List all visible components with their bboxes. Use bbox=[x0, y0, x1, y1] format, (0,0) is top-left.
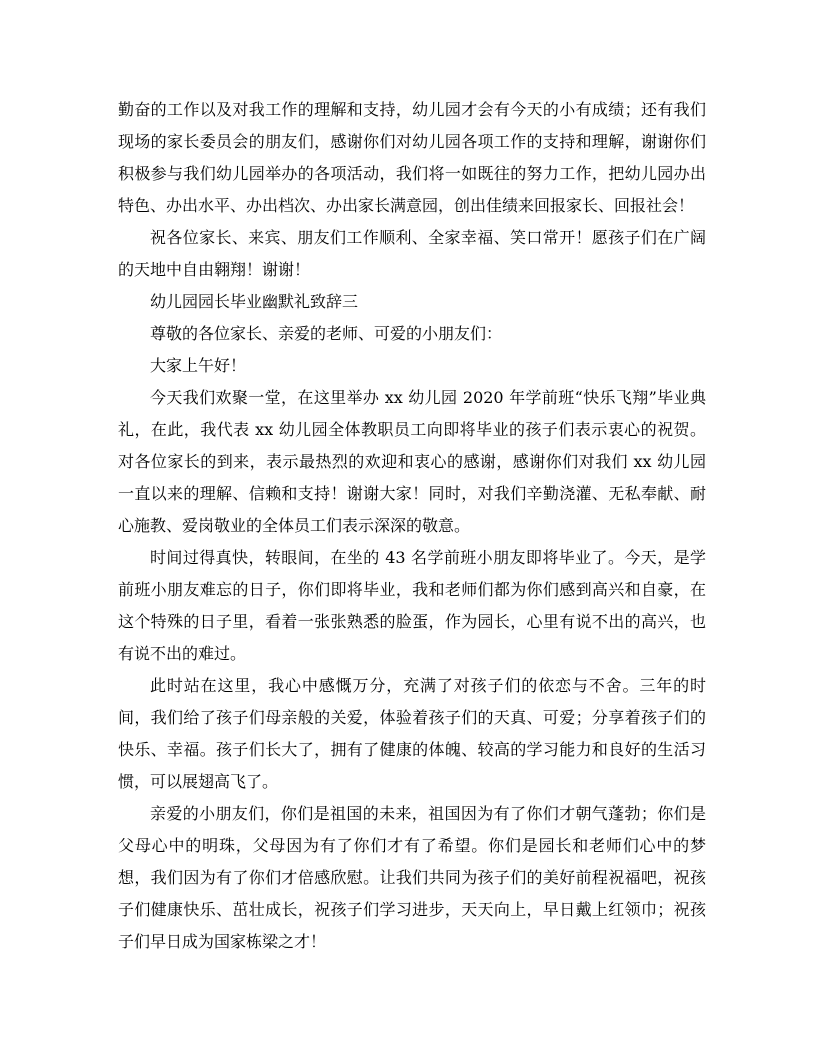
paragraph: 此时站在这里，我心中感慨万分，充满了对孩子们的依恋与不舍。三年的时间，我们给了孩子们母亲般的关爱，体验着孩子们的天真、可爱；分享着孩子们的快乐、幸福。孩子们长大了，拥有了健康的体魄、较高的学习能力和良好的生活习惯，可以展翅高飞了。 bbox=[118, 676, 706, 791]
greeting: 大家上午好！ bbox=[150, 356, 247, 375]
paragraph: 时间过得真快，转眼间，在坐的 43 名学前班小朋友即将毕业了。今天，是学前班小朋友难忘的日子，你们即将毕业，我和老师们都为你们感到高兴和自豪，在这个特殊的日子里，看着一张张熟悉的脸蛋，作为园长，心里有说不出的高兴，也有说不出的难过。 bbox=[118, 548, 706, 663]
paragraph: 今天我们欢聚一堂，在这里举办 xx 幼儿园 2020 年学前班“快乐飞翔”毕业典礼，在此，我代表 xx 幼儿园全体教职员工向即将毕业的孩子们表示衷心的祝贺。对各位家长的到来，表示最热烈的欢迎和衷心的感谢，感谢你们对我们 xx 幼儿园一直以来的理解、信赖和支持！谢谢大家！同时，对我们辛勤浇灌、无私奉献、耐心施教、爱岗敬业的全体员工们表示深深的敬意。 bbox=[118, 388, 706, 535]
paragraph: 祝各位家长、来宾、朋友们工作顺利、全家幸福、笑口常开！愿孩子们在广阔的天地中自由翱翔！谢谢！ bbox=[118, 228, 706, 279]
paragraph: 亲爱的小朋友们，你们是祖国的未来，祖国因为有了你们才朝气蓬勃；你们是父母心中的明珠，父母因为有了你们才有了希望。你们是园长和老师们心中的梦想，我们因为有了你们才倍感欣慰。让我们共同为孩子们的美好前程祝福吧，祝孩子们健康快乐、茁壮成长，祝孩子们学习进步，天天向上，早日戴上红领巾；祝孩子们早日成为国家栋梁之才！ bbox=[118, 804, 706, 951]
document-body bbox=[118, 94, 706, 958]
salutation: 尊敬的各位家长、亲爱的老师、可爱的小朋友们： bbox=[150, 324, 503, 343]
paragraph: 勤奋的工作以及对我工作的理解和支持，幼儿园才会有今天的小有成绩；还有我们现场的家长委员会的朋友们，感谢你们对幼儿园各项工作的支持和理解，谢谢你们积极参与我们幼儿园举办的各项活动，我们将一如既往的努力工作，把幼儿园办出特色、办出水平、办出档次、办出家长满意园，创出佳绩来回报家长、回报社会！ bbox=[118, 100, 706, 215]
section-heading: 幼儿园园长毕业幽默礼致辞三 bbox=[150, 292, 359, 311]
